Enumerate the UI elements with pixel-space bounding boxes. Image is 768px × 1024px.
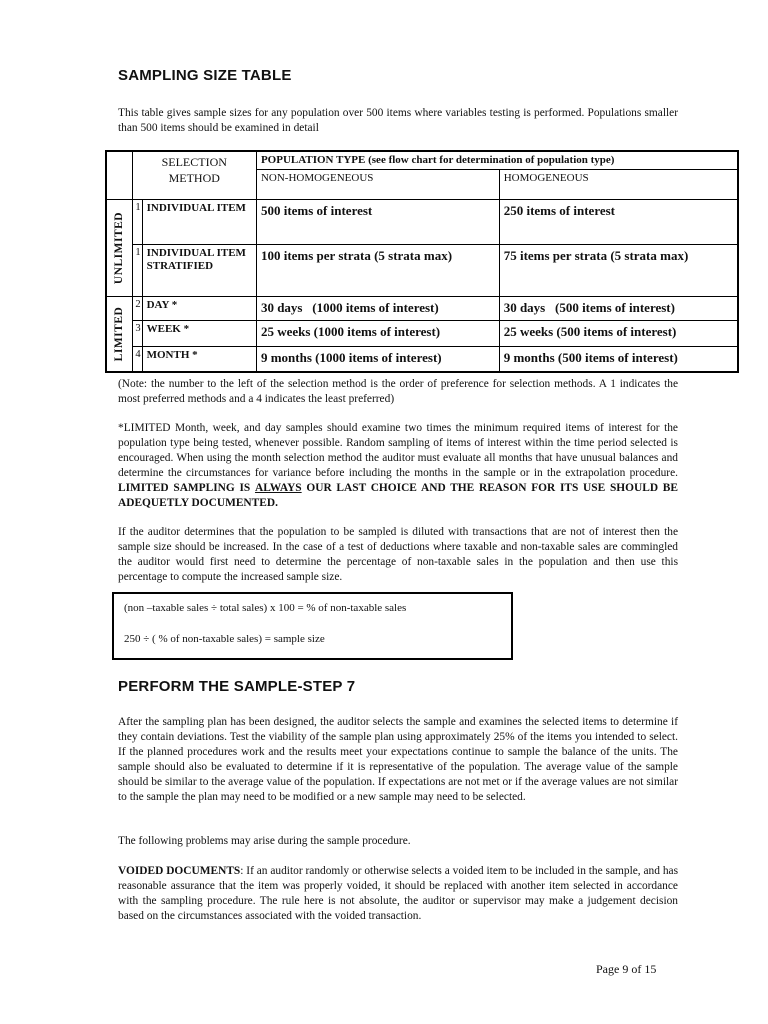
problems-intro: The following problems may arise during the sample procedure. — [118, 835, 411, 847]
sample-size-cell: 25 weeks (1000 items of interest) — [256, 320, 499, 346]
method-individual-item: INDIVIDUAL ITEM — [142, 199, 256, 244]
section-title-perform-sample: PERFORM THE SAMPLE-STEP 7 — [118, 678, 356, 695]
table-corner — [106, 151, 132, 199]
sample-size-cell: 9 months (1000 items of interest) — [256, 346, 499, 372]
perform-sample-paragraph: After the sampling plan has been designed, the auditor selects the sample and examines the selected items to determine if they contain deviations. Test the viability of the sample plan using approximately 25% of the items you intended to select. If the planned procedures work and the results meet your expectations continue to sample the balance of the units. The sample should also be evaluated to determine if it is representative of the population. The average value of the sample should be similar to the average value of the population. If expectations are not met or if the average values are not similar to the sample the plan may need to be modified or a new sample may need to be selected. — [118, 716, 678, 803]
method-week: WEEK * — [142, 320, 256, 346]
sample-size-cell: 100 items per strata (5 strata max) — [256, 244, 499, 296]
sample-size-cell: 500 items of interest — [256, 199, 499, 244]
sample-size-cell: 75 items per strata (5 strata max) — [499, 244, 738, 296]
intro-paragraph: This table gives sample sizes for any population over 500 items where variables testing is performed. Populations smaller than 500 items should be examined in detail — [118, 107, 678, 134]
header-homogeneous: HOMOGENEOUS — [499, 169, 738, 199]
preference-number: 1 — [132, 199, 142, 244]
preference-number: 1 — [132, 244, 142, 296]
sample-size-cell: 30 days (500 items of interest) — [499, 296, 738, 320]
method-individual-item-stratified: INDIVIDUAL ITEM STRATIFIED — [142, 244, 256, 296]
page-number: Page 9 of 15 — [596, 962, 657, 976]
voided-documents-paragraph: VOIDED DOCUMENTS: If an auditor randomly or otherwise selects a voided item to be included in the sample, and has reasonable assurance that the item was properly voided, it should be replaced with another item selected in accordance with the sampling procedure. The rule here is not absolute, the auditor or supervisor may make a judgement decision based on the circumstances associated with the voided transaction. — [118, 865, 678, 922]
sample-size-cell: 9 months (500 items of interest) — [499, 346, 738, 372]
note-paragraph: (Note: the number to the left of the selection method is the order of preference for selection methods. A 1 indicates the most preferred methods and a 4 indicates the least preferred) — [118, 378, 678, 405]
preference-number: 2 — [132, 296, 142, 320]
formula-box — [112, 592, 513, 660]
group-limited: LIMITED — [106, 296, 132, 372]
formula-line-2: 250 ÷ ( % of non-taxable sales) = sample size — [124, 633, 325, 645]
method-day: DAY * — [142, 296, 256, 320]
group-unlimited: UNLIMITED — [106, 199, 132, 296]
preference-number: 3 — [132, 320, 142, 346]
sampling-size-table — [105, 150, 739, 373]
method-month: MONTH * — [142, 346, 256, 372]
diluted-population-paragraph: If the auditor determines that the population to be sampled is diluted with transactions that are not of interest then the sample size should be increased. In the case of a test of deductions where taxable and non-taxable sales are commingled the auditor would first need to determine the percentage of non-taxable sales in the population and then use this percentage to compute the increased sample size. — [118, 526, 678, 583]
header-non-homogeneous: NON-HOMOGENEOUS — [256, 169, 499, 199]
sample-size-cell: 25 weeks (500 items of interest) — [499, 320, 738, 346]
header-population-type: POPULATION TYPE (see flow chart for determination of population type) — [256, 151, 738, 169]
header-selection-method: SELECTION METHOD — [132, 151, 256, 199]
preference-number: 4 — [132, 346, 142, 372]
section-title-sampling-size: SAMPLING SIZE TABLE — [118, 67, 292, 84]
limited-paragraph: *LIMITED Month, week, and day samples should examine two times the minimum required items of interest for the population type being tested, whenever possible. Random sampling of items of interest within the time period selected is encouraged. When using the month selection method the auditor must evaluate all months that have unusual balances and determine the circumstances for variance before including the months in the sample or in the extrapolation procedure. LIMITED SAMPLING IS ALWAYS OUR LAST CHOICE AND THE REASON FOR ITS USE SHOULD BE ADEQUETLY DOCUMENTED. — [118, 422, 678, 509]
formula-line-1: (non –taxable sales ÷ total sales) x 100 = % of non-taxable sales — [124, 602, 407, 614]
sample-size-cell: 30 days (1000 items of interest) — [256, 296, 499, 320]
sample-size-cell: 250 items of interest — [499, 199, 738, 244]
